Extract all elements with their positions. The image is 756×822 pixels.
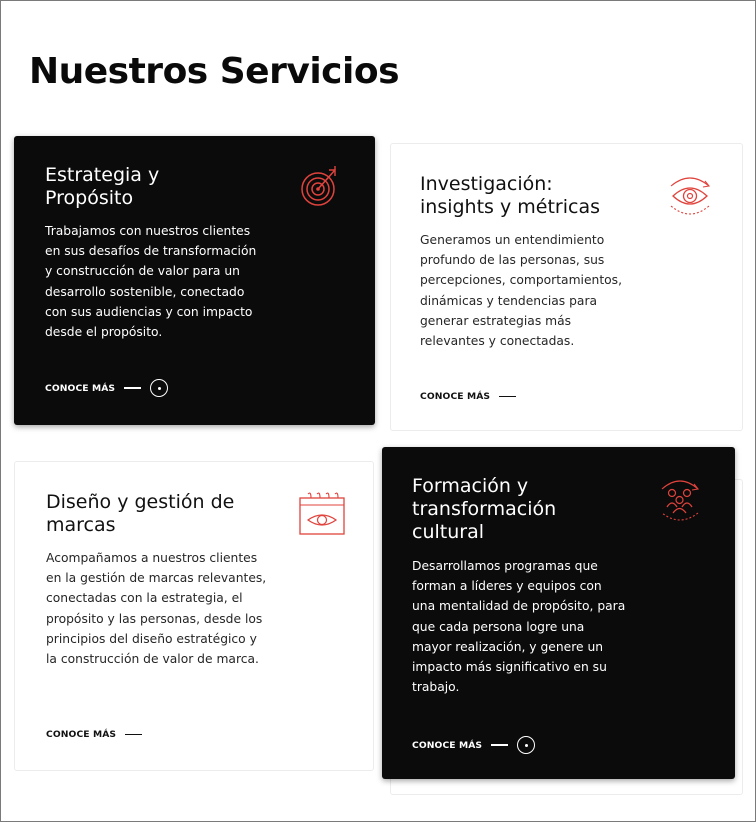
card-title xyxy=(412,475,556,544)
card-title-line: Propósito xyxy=(45,187,134,209)
conoce-mas-link[interactable] xyxy=(420,391,516,402)
cta-line xyxy=(125,734,142,736)
people-group-icon xyxy=(658,475,702,525)
card-title-line: insights y métricas xyxy=(420,196,600,218)
target-icon xyxy=(298,164,342,210)
cta-label: CONOCE MÁS xyxy=(420,391,491,402)
card-title-line: Formación y xyxy=(412,475,529,497)
cta-line xyxy=(499,396,516,398)
service-card-estrategia[interactable] xyxy=(14,136,375,425)
card-title-line: transformación xyxy=(412,498,557,520)
card-title-line: marcas xyxy=(46,514,116,536)
cta-line xyxy=(491,744,508,746)
card-title xyxy=(420,173,600,219)
service-card-investigacion[interactable] xyxy=(390,143,743,431)
eye-icon xyxy=(667,172,713,220)
page-title: Nuestros Servicios xyxy=(29,51,400,92)
conoce-mas-link[interactable] xyxy=(45,379,168,397)
conoce-mas-link[interactable] xyxy=(46,729,142,740)
cta-label: CONOCE MÁS xyxy=(412,739,483,751)
card-title xyxy=(46,491,234,537)
card-title xyxy=(45,164,159,210)
card-description: Acompañamos a nuestros clientes en la gestión de marcas relevantes, conectadas con la estrategia, el propósito y las personas, desde los principios del diseño estratégico y la construcción de valor de marca. xyxy=(46,551,267,667)
circle-arrow-icon xyxy=(517,736,535,754)
card-description: Desarrollamos programas que forman a líderes y equipos con una mentalidad de propósito, para que cada persona logre una mayor realización, y genere un impacto más significativo en su trabajo. xyxy=(412,559,626,695)
cta-label: CONOCE MÁS xyxy=(45,382,116,394)
service-card-diseno[interactable] xyxy=(14,461,374,771)
card-description: Generamos un entendimiento profundo de las personas, sus percepciones, comportamientos, dinámicas y tendencias para generar estrategias más relevantes y conectadas. xyxy=(420,233,622,349)
service-card-formacion[interactable] xyxy=(382,447,735,779)
card-title-line: Diseño y gestión de xyxy=(46,491,235,513)
cta-line xyxy=(124,387,141,389)
calendar-eye-icon xyxy=(298,490,346,538)
cta-label: CONOCE MÁS xyxy=(46,729,117,740)
circle-arrow-icon xyxy=(150,379,168,397)
card-title-line: Estrategia y xyxy=(45,164,160,186)
card-title-line: cultural xyxy=(412,521,484,543)
card-title-line: Investigación: xyxy=(420,173,553,195)
card-description: Trabajamos con nuestros clientes en sus desafíos de transformación y construcción de valor para un desarrollo sostenible, conectado con sus audiencias y con impacto desde el propósito. xyxy=(45,224,257,340)
conoce-mas-link[interactable] xyxy=(412,736,535,754)
